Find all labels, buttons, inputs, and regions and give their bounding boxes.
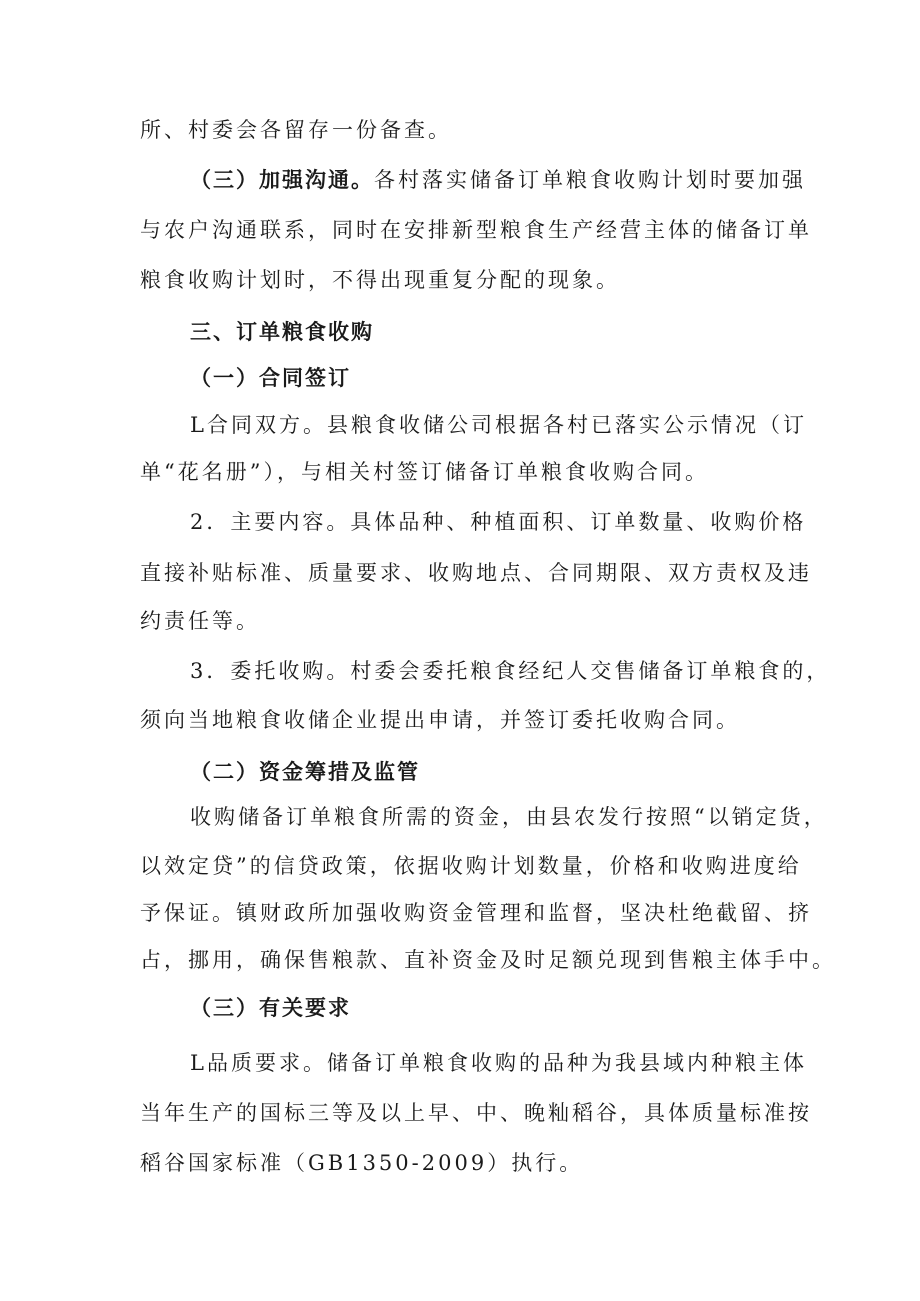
subsection-heading: （二）资金筹措及监管 — [190, 760, 420, 784]
paragraph-line: 粮食收购计划时，不得出现重复分配的现象。 — [140, 268, 620, 292]
paragraph-text: 各村落实储备订单粮食收购计划时要加强 — [374, 168, 806, 192]
paragraph-line: 3．委托收购。村委会委托粮食经纪人交售储备订单粮食的， — [190, 659, 831, 683]
paragraph-line: 所、村委会各留存一份备查。 — [140, 118, 452, 142]
paragraph-line: 与农户沟通联系，同时在安排新型粮食生产经营主体的储备订单 — [140, 218, 812, 242]
subsection-heading: （一）合同签订 — [190, 366, 351, 390]
paragraph-line: 单“花名册”），与相关村签订储备订单粮食收购合同。 — [140, 460, 709, 484]
paragraph-line: 须向当地粮食收储企业提出申请，并签订委托收购合同。 — [140, 708, 740, 732]
paragraph-line — [190, 160, 806, 200]
section-heading: 三、订单粮食收购 — [190, 320, 374, 344]
subsection-heading: （三）有关要求 — [190, 996, 351, 1020]
section-label: （三） — [190, 168, 259, 192]
paragraph-line: L合同双方。县粮食收储公司根据各村已落实公示情况（订 — [190, 413, 807, 437]
paragraph-line: 收购储备订单粮食所需的资金，由县农发行按照“以销定货， — [190, 805, 828, 829]
paragraph-line: 予保证。镇财政所加强收购资金管理和监督，坚决杜绝截留、挤 — [140, 901, 812, 925]
paragraph-line: 以效定贷”的信贷政策，依据收购计划数量，价格和收购进度给 — [140, 854, 802, 878]
paragraph-lead: 加强沟通。 — [259, 168, 374, 192]
paragraph-line: 2．主要内容。具体品种、种植面积、订单数量、收购价格 — [190, 510, 807, 534]
paragraph-line: 约责任等。 — [140, 609, 260, 633]
paragraph-line: 直接补贴标准、质量要求、收购地点、合同期限、双方责权及违 — [140, 561, 812, 585]
paragraph-line: 占，挪用，确保售粮款、直补资金及时足额兑现到售粮主体手中。 — [140, 948, 836, 972]
paragraph-line: 稻谷国家标准（GB1350-2009）执行。 — [140, 1151, 584, 1175]
paragraph-line: L品质要求。储备订单粮食收购的品种为我县域内种粮主体 — [190, 1051, 807, 1075]
paragraph-line: 当年生产的国标三等及以上早、中、晚籼稻谷，具体质量标准按 — [140, 1101, 812, 1125]
